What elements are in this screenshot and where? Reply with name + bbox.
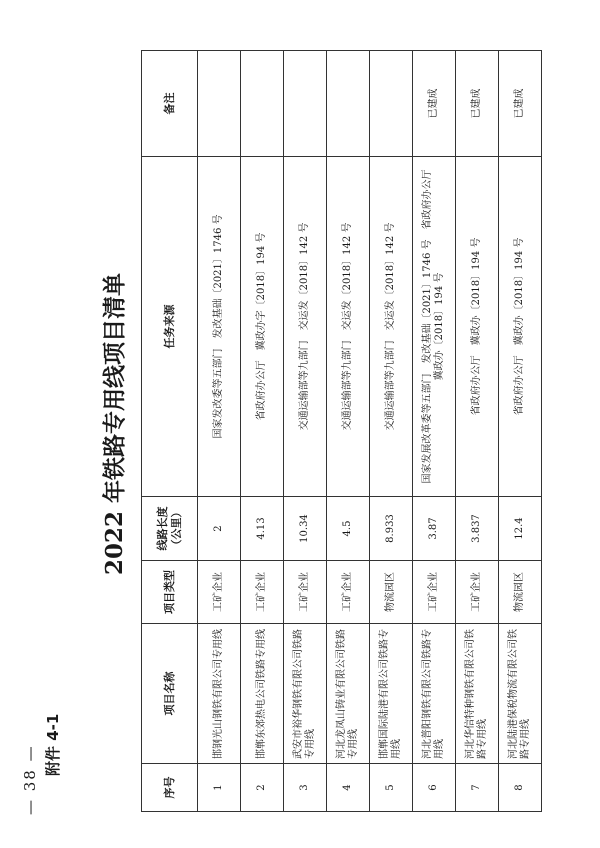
cell-name: 邯郸东郊热电公司铁路专用线 [241,624,284,764]
cell-length: 4.13 [241,497,284,561]
page-title: 2022 年铁路专用线项目清单 [101,272,128,576]
cell-name: 河北龙凤山铸业有限公司铁路专用线 [327,624,370,764]
cell-name: 河北华信特种钢铁有限公司铁路专用线 [456,624,499,764]
table-row [284,51,327,812]
cell-seq: 7 [456,764,499,812]
cell-type: 物流园区 [370,561,413,624]
cell-length: 12.4 [499,497,542,561]
header-note: 备注 [142,51,198,157]
cell-seq: 8 [499,764,542,812]
cell-length: 10.34 [284,497,327,561]
cell-seq: 5 [370,764,413,812]
cell-seq: 6 [413,764,456,812]
cell-type: 工矿企业 [284,561,327,624]
table-row [327,51,370,812]
cell-source: 交通运输部等九部门 交运发〔2018〕142 号 [327,157,370,497]
cell-length: 8.933 [370,497,413,561]
cell-source: 省政府办公厅 冀政办〔2018〕194 号 [456,157,499,497]
cell-type: 工矿企业 [327,561,370,624]
cell-name: 河北陆港保税物流有限公司铁路专用线 [499,624,542,764]
cell-type: 工矿企业 [413,561,456,624]
cell-note: 已建成 [499,51,542,157]
cell-name: 邯郸国际陆港有限公司铁路专用线 [370,624,413,764]
cell-source: 省政府办公厅 冀政办字〔2018〕194 号 [241,157,284,497]
cell-source: 省政府办公厅 冀政办〔2018〕194 号 [499,157,542,497]
header-length: 线路长度（公里） [142,497,198,561]
cell-length: 4.5 [327,497,370,561]
table-row [198,51,241,812]
cell-seq: 3 [284,764,327,812]
cell-length: 3.87 [413,497,456,561]
table-row [456,51,499,812]
cell-type: 工矿企业 [456,561,499,624]
cell-note: 已建成 [456,51,499,157]
cell-name: 武安市裕华钢铁有限公司铁路专用线 [284,624,327,764]
attachment-label: 附件 4-1 [44,713,62,776]
cell-seq: 1 [198,764,241,812]
table-row [413,51,456,812]
cell-note [198,51,241,157]
cell-type: 物流园区 [499,561,542,624]
cell-name: 邯钢光山钢铁有限公司专用线 [198,624,241,764]
cell-length: 2 [198,497,241,561]
table-row [499,51,542,812]
table-header-row [142,51,198,812]
table-row [241,51,284,812]
cell-type: 工矿企业 [241,561,284,624]
cell-seq: 2 [241,764,284,812]
cell-note [327,51,370,157]
cell-note [370,51,413,157]
cell-source: 交通运输部等九部门 交运发〔2018〕142 号 [370,157,413,497]
header-source: 任务来源 [142,157,198,497]
cell-type: 工矿企业 [198,561,241,624]
cell-name: 河北普阳钢铁有限公司铁路专用线 [413,624,456,764]
cell-note [241,51,284,157]
cell-note: 已建成 [413,51,456,157]
table-row [370,51,413,812]
cell-note [284,51,327,157]
project-table [141,50,542,812]
header-name: 项目名称 [142,624,198,764]
cell-seq: 4 [327,764,370,812]
header-seq: 序号 [142,764,198,812]
cell-length: 3.837 [456,497,499,561]
cell-source: 国家发展改革委等五部门 发改基础〔2021〕1746 号 省政府办公厅 冀政办〔2018〕194 号 [413,157,456,497]
header-type: 项目类型 [142,561,198,624]
cell-source: 交通运输部等九部门 交运发〔2018〕142 号 [284,157,327,497]
cell-source: 国家发改委等五部门 发改基础〔2021〕1746 号 [198,157,241,497]
page-number: — 38 — [21,744,39,815]
